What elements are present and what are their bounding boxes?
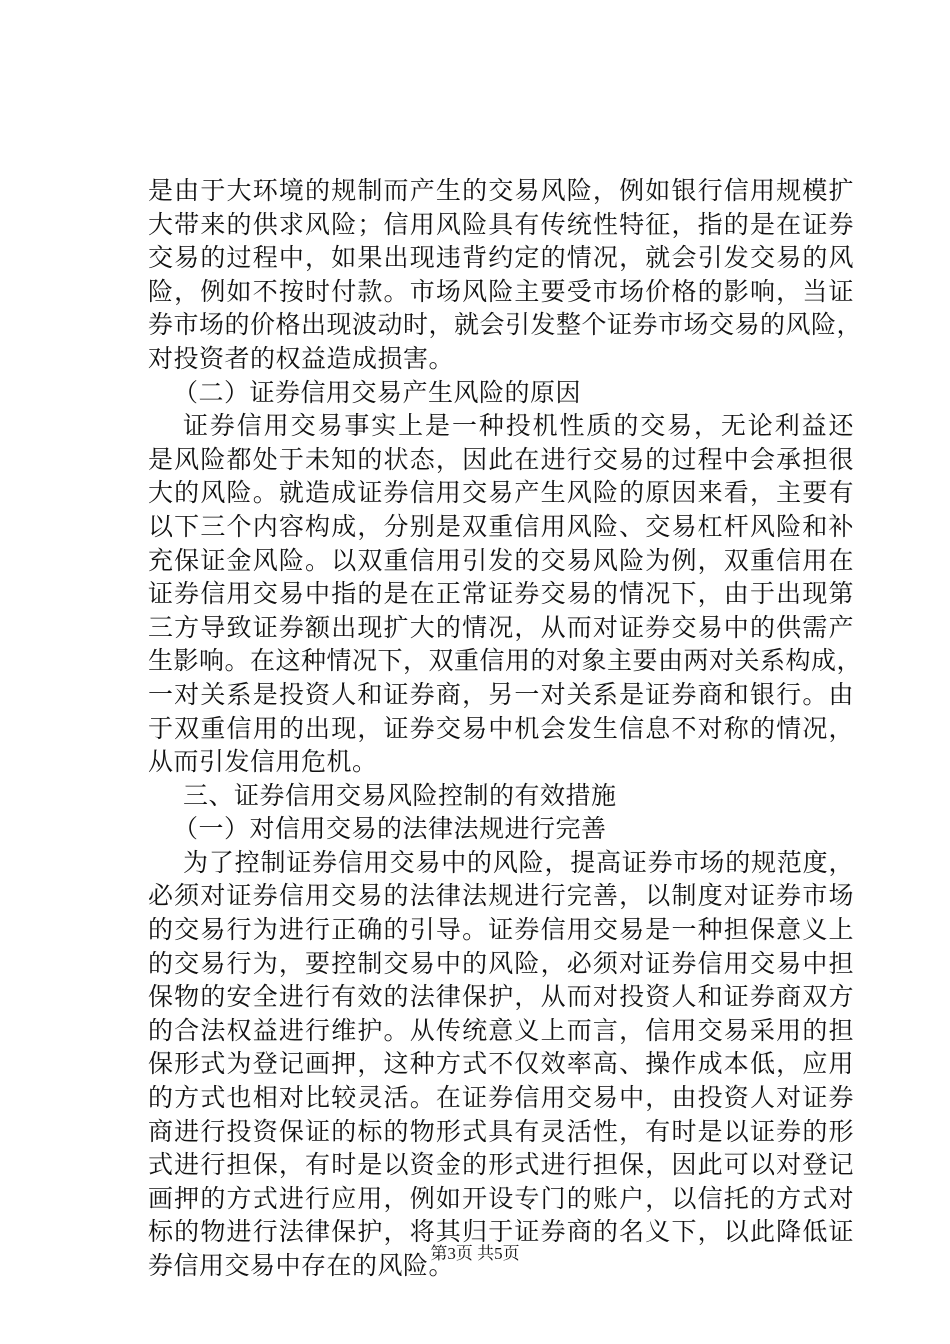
text-line: 的合法权益进行维护。从传统意义上而言，信用交易采用的担	[148, 1015, 854, 1045]
text-line: 证券信用交易中指的是在正常证券交易的情况下，由于出现第	[148, 579, 854, 609]
paragraph-2	[148, 409, 863, 779]
text-line: 券市场的价格出现波动时，就会引发整个证券市场交易的风险，	[148, 310, 863, 340]
section-heading: 三、证券信用交易风险控制的有效措施	[183, 780, 617, 810]
text-line: 是由于大环境的规制而产生的交易风险，例如银行信用规模扩	[148, 176, 854, 205]
section-heading: （二）证券信用交易产生风险的原因	[173, 377, 582, 407]
text-line: 式进行担保，有时是以资金的形式进行担保，因此可以对登记	[148, 1150, 854, 1180]
text-line: 一对关系是投资人和证券商，另一对关系是证券商和银行。由	[148, 679, 854, 709]
text-line: 的方式也相对比较灵活。在证券信用交易中，由投资人对证券	[148, 1083, 854, 1113]
text-line: 券信用交易中存在的风险。	[148, 1251, 455, 1280]
paragraph-1	[148, 174, 863, 376]
text-line: 于双重信用的出现，证券交易中机会发生信息不对称的情况，	[148, 713, 854, 743]
text-line: 交易的过程中，如果出现违背约定的情况，就会引发交易的风	[148, 243, 854, 273]
page-footer: 第3页 共5页	[430, 1244, 520, 1263]
subsection-heading: （一）对信用交易的法律法规进行完善	[173, 814, 607, 844]
text-line: 大的风险。就造成证券信用交易产生风险的原因来看，主要有	[148, 478, 854, 508]
text-line: 标的物进行法律保护，将其归于证券商的名义下，以此降低证	[148, 1217, 854, 1247]
text-line: 保物的安全进行有效的法律保护，从而对投资人和证券商双方	[148, 982, 854, 1012]
text-line: 以下三个内容构成，分别是双重信用风险、交易杠杆风险和补	[148, 511, 854, 541]
document-body	[148, 174, 863, 1283]
text-line: 是风险都处于未知的状态，因此在进行交易的过程中会承担很	[148, 444, 854, 474]
text-line: 大带来的供求风险；信用风险具有传统性特征，指的是在证券	[148, 209, 854, 239]
text-line: 证券信用交易事实上是一种投机性质的交易，无论利益还	[183, 411, 854, 441]
text-line: 商进行投资保证的标的物形式具有灵活性，有时是以证券的形	[148, 1116, 854, 1146]
text-line: 三方导致证券额出现扩大的情况，从而对证券交易中的供需产	[148, 612, 854, 642]
text-line: 必须对证券信用交易的法律法规进行完善，以制度对证券市场	[148, 881, 854, 911]
text-line: 险，例如不按时付款。市场风险主要受市场价格的影响，当证	[148, 276, 854, 306]
text-line: 画押的方式进行应用，例如开设专门的账户，以信托的方式对	[148, 1183, 854, 1213]
text-line: 保形式为登记画押，这种方式不仅效率高、操作成本低，应用	[148, 1049, 854, 1079]
paragraph-3	[148, 846, 854, 1283]
text-line: 从而引发信用危机。	[148, 747, 378, 777]
text-line: 对投资者的权益造成损害。	[148, 343, 455, 373]
text-line: 生影响。在这种情况下，双重信用的对象主要由两对关系构成，	[148, 646, 863, 676]
text-line: 为了控制证券信用交易中的风险，提高证券市场的规范度，	[183, 847, 854, 877]
text-line: 的交易行为进行正确的引导。证券信用交易是一种担保意义上	[148, 915, 854, 945]
text-line: 的交易行为，要控制交易中的风险，必须对证券信用交易中担	[148, 948, 854, 978]
text-line: 充保证金风险。以双重信用引发的交易风险为例，双重信用在	[148, 545, 854, 575]
